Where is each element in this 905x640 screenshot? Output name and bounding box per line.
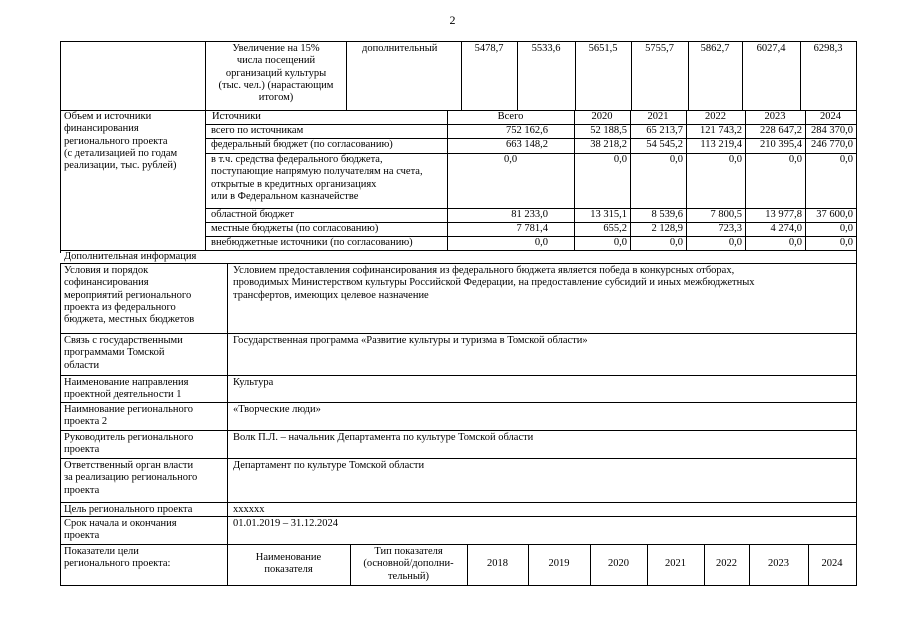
info-label: Наименование направления bbox=[64, 377, 189, 388]
info-label: области bbox=[64, 359, 100, 371]
table-rule bbox=[60, 585, 857, 586]
source-name: внебюджетные источники (по согласованию) bbox=[211, 237, 413, 248]
source-name: местные бюджеты (по согласованию) bbox=[211, 223, 379, 234]
financing-label: (с детализацией по годам bbox=[64, 147, 178, 159]
row-value: 13 977,8 bbox=[765, 209, 802, 220]
info-label: мероприятий регионального bbox=[64, 289, 192, 301]
table-rule bbox=[205, 110, 206, 251]
source-name: федеральный бюджет (по согласованию) bbox=[211, 139, 393, 150]
financing-label: регионального проекта bbox=[64, 135, 168, 147]
row-total: 0,0 bbox=[503, 154, 518, 165]
indicator-value: 5862,7 bbox=[700, 43, 730, 54]
financing-label: финансирования bbox=[64, 123, 139, 135]
indicators-year: 2019 bbox=[548, 558, 570, 569]
row-value: 37 600,0 bbox=[816, 209, 853, 220]
indicator-value: 5651,5 bbox=[588, 43, 618, 54]
row-value: 0,0 bbox=[728, 237, 742, 248]
info-value: проводимых Министерством культуры Российской Федерации, на предоставление субсидий и иных межбюджетных bbox=[233, 277, 755, 289]
info-value: «Творческие люди» bbox=[233, 404, 321, 415]
table-rule bbox=[60, 333, 857, 334]
source-name: всего по источникам bbox=[211, 125, 304, 136]
indicators-year: 2020 bbox=[608, 558, 629, 569]
row-value: 0,0 bbox=[788, 154, 802, 165]
table-rule bbox=[856, 41, 857, 586]
info-label: Наимнование регионального bbox=[64, 404, 194, 415]
indicators-year: 2024 bbox=[821, 558, 843, 569]
year-header: 2024 bbox=[820, 111, 841, 122]
indicator-value: 6027,4 bbox=[756, 43, 786, 54]
indicators-type-header: тельный) bbox=[387, 570, 430, 582]
info-value: Культура bbox=[233, 377, 274, 388]
row-value: 0,0 bbox=[669, 154, 683, 165]
row-value: 0,0 bbox=[839, 154, 853, 165]
row-value: 121 743,2 bbox=[700, 125, 742, 136]
row-value: 52 188,5 bbox=[590, 125, 627, 136]
table-rule bbox=[60, 430, 857, 431]
info-label: проекта bbox=[64, 444, 100, 456]
row-value: 0,0 bbox=[613, 154, 627, 165]
page-number: 2 bbox=[449, 13, 456, 27]
table-rule bbox=[60, 502, 857, 503]
indicators-name-header: показателя bbox=[264, 564, 313, 576]
indicator-name: итогом) bbox=[258, 92, 294, 104]
table-rule bbox=[60, 458, 857, 459]
table-rule bbox=[60, 375, 857, 376]
source-name: поступающие напрямую получателям на счета, bbox=[211, 166, 423, 178]
info-label: проекта bbox=[64, 484, 100, 496]
row-value: 7 800,5 bbox=[710, 209, 742, 220]
table-rule bbox=[227, 263, 228, 545]
row-value: 228 647,2 bbox=[760, 125, 802, 136]
info-label: программами Томской bbox=[64, 347, 165, 359]
info-label: проекта из федерального bbox=[64, 301, 176, 313]
indicators-label: регионального проекта: bbox=[64, 558, 171, 570]
info-label: проекта 2 bbox=[64, 416, 108, 428]
table-rule bbox=[60, 402, 857, 403]
year-header: 2020 bbox=[591, 111, 613, 122]
info-value: Департамент по культуре Томской области bbox=[233, 460, 425, 471]
row-total: 81 233,0 bbox=[511, 209, 548, 220]
financing-label: реализации, тыс. рублей) bbox=[64, 160, 177, 172]
indicator-value: 5533,6 bbox=[531, 43, 561, 54]
info-label: Руководитель регионального bbox=[64, 432, 194, 443]
row-value: 0,0 bbox=[669, 237, 683, 248]
row-value: 13 315,1 bbox=[590, 209, 627, 220]
row-value: 8 539,6 bbox=[651, 209, 683, 220]
row-value: 655,2 bbox=[603, 223, 627, 234]
info-label: Срок начала и окончания bbox=[64, 518, 177, 529]
source-name: открытые в кредитных организациях bbox=[211, 178, 377, 190]
table-rule bbox=[60, 544, 857, 545]
row-value: 54 545,2 bbox=[646, 139, 683, 150]
row-value: 723,3 bbox=[718, 223, 742, 234]
row-value: 0,0 bbox=[613, 237, 627, 248]
row-value: 0,0 bbox=[839, 237, 853, 248]
info-value: 01.01.2019 – 31.12.2024 bbox=[233, 518, 338, 529]
year-header: 2021 bbox=[647, 111, 669, 122]
table-rule bbox=[60, 41, 61, 253]
info-label: за реализацию регионального bbox=[64, 472, 198, 484]
table-rule bbox=[60, 263, 857, 264]
info-label: проектной деятельности 1 bbox=[64, 389, 182, 401]
info-label: Условия и порядок bbox=[64, 265, 149, 276]
table-rule bbox=[205, 41, 206, 111]
info-value: трансфертов, имеющих целевое назначение bbox=[233, 289, 429, 301]
row-value: 0,0 bbox=[839, 223, 853, 234]
indicator-value: 5755,7 bbox=[645, 43, 674, 54]
row-value: 0,0 bbox=[728, 154, 742, 165]
table-rule bbox=[60, 41, 857, 42]
indicators-label: Показатели цели bbox=[64, 546, 139, 557]
info-label: Цель регионального проекта bbox=[64, 504, 193, 515]
row-total: 752 162,6 bbox=[506, 125, 548, 136]
row-value: 38 218,2 bbox=[590, 139, 627, 150]
row-value: 113 219,4 bbox=[700, 139, 742, 150]
source-name: или в Федеральном казначействе bbox=[211, 190, 359, 202]
indicator-name: организаций культуры bbox=[225, 67, 327, 79]
info-label: бюджета, местных бюджетов bbox=[64, 314, 195, 326]
row-value: 65 213,7 bbox=[646, 125, 683, 136]
indicators-type-header: Тип показателя bbox=[374, 546, 443, 557]
indicators-year: 2021 bbox=[665, 558, 686, 569]
table-rule bbox=[346, 41, 347, 111]
indicator-name: Увеличение на 15% bbox=[232, 43, 320, 54]
indicator-value: 6298,3 bbox=[813, 43, 843, 54]
info-value: Волк П.Л. – начальник Департамента по культуре Томской области bbox=[233, 432, 534, 443]
row-total: 663 148,2 bbox=[506, 139, 548, 150]
indicator-value: 5478,7 bbox=[474, 43, 504, 54]
source-name: в т.ч. средства федерального бюджета, bbox=[211, 154, 383, 165]
row-total: 0,0 bbox=[534, 237, 548, 248]
indicator-type: дополнительный bbox=[362, 43, 438, 54]
info-value: Государственная программа «Развитие культуры и туризма в Томской области» bbox=[233, 335, 588, 346]
total-header: Всего bbox=[497, 111, 524, 122]
financing-label: Объем и источники bbox=[64, 111, 152, 122]
info-label: проекта bbox=[64, 530, 100, 542]
info-value: хххххх bbox=[233, 504, 265, 515]
indicators-year: 2018 bbox=[487, 558, 508, 569]
sources-header: Источники bbox=[212, 111, 261, 122]
row-value: 210 395,4 bbox=[760, 139, 802, 150]
table-rule bbox=[60, 263, 61, 586]
indicators-name-header: Наименование bbox=[255, 552, 322, 563]
row-value: 284 370,0 bbox=[811, 125, 853, 136]
row-value: 0,0 bbox=[788, 237, 802, 248]
year-header: 2022 bbox=[705, 111, 726, 122]
info-label: Ответственный орган власти bbox=[64, 460, 194, 471]
indicator-name: (тыс. чел.) (нарастающим bbox=[218, 79, 334, 91]
row-value: 4 274,0 bbox=[770, 223, 802, 234]
indicators-year: 2023 bbox=[768, 558, 789, 569]
indicators-type-header: (основной/дополни- bbox=[363, 558, 454, 570]
info-label: софинансирования bbox=[64, 277, 149, 289]
row-value: 246 770,0 bbox=[811, 139, 853, 150]
indicator-name: числа посещений bbox=[236, 55, 316, 67]
info-label: Связь с государственными bbox=[64, 335, 183, 346]
year-header: 2023 bbox=[764, 111, 786, 122]
row-total: 7 781,4 bbox=[516, 223, 548, 234]
source-name: областной бюджет bbox=[211, 209, 294, 220]
indicators-year: 2022 bbox=[716, 558, 737, 569]
row-value: 2 128,9 bbox=[651, 223, 683, 234]
additional-info-heading: Дополнительная информация bbox=[64, 251, 197, 262]
info-value: Условием предоставления софинансирования из федерального бюджета является победа в конкурсных отборах, bbox=[233, 265, 735, 276]
